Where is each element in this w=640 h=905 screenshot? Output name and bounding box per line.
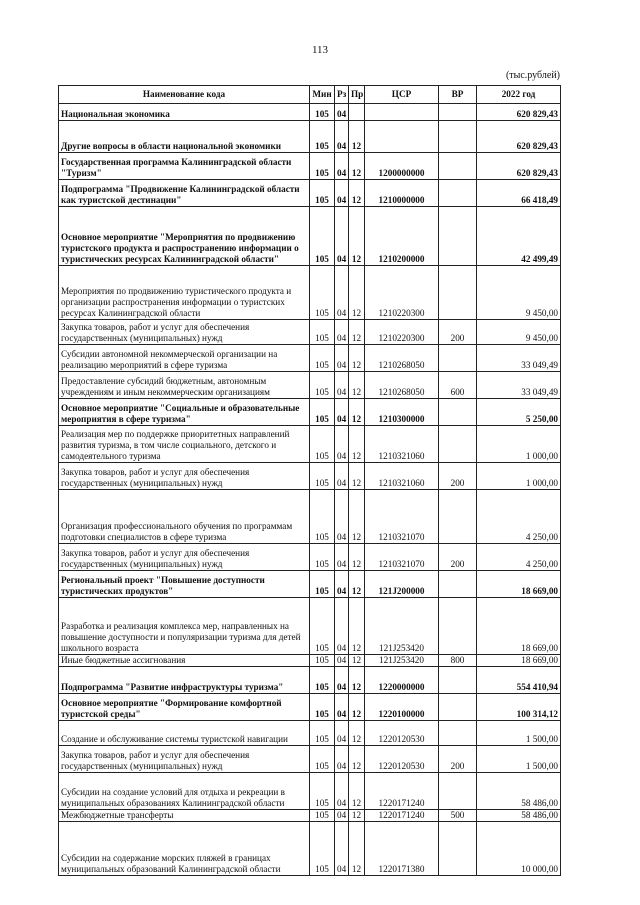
- cell-name: Основное мероприятие "Формирование комфортной туристской среды": [59, 694, 310, 721]
- cell-csr: 1210220300: [365, 266, 439, 320]
- cell-rz: 04: [335, 598, 349, 655]
- cell-pr: 12: [349, 345, 365, 372]
- cell-pr: 12: [349, 153, 365, 180]
- cell-amount: 620 829,43: [477, 121, 561, 153]
- cell-vr: [439, 426, 477, 463]
- cell-min: 105: [310, 822, 335, 876]
- cell-rz: 04: [335, 721, 349, 746]
- cell-rz: 04: [335, 694, 349, 721]
- cell-vr: 200: [439, 320, 477, 345]
- cell-rz: 04: [335, 490, 349, 544]
- cell-amount: 100 314,12: [477, 694, 561, 721]
- cell-rz: 04: [335, 810, 349, 822]
- table-row: [59, 320, 561, 345]
- cell-csr: 1210321070: [365, 490, 439, 544]
- header-csr: ЦСР: [365, 86, 439, 104]
- cell-pr: 12: [349, 372, 365, 399]
- cell-csr: 1220171240: [365, 810, 439, 822]
- cell-vr: [439, 153, 477, 180]
- cell-pr: 12: [349, 773, 365, 810]
- cell-rz: 04: [335, 426, 349, 463]
- cell-vr: [439, 345, 477, 372]
- cell-name: Закупка товаров, работ и услуг для обеспечения государственных (муниципальных) нужд: [59, 746, 310, 773]
- cell-vr: 600: [439, 372, 477, 399]
- cell-csr: 1220100000: [365, 694, 439, 721]
- cell-vr: [439, 571, 477, 598]
- cell-pr: 12: [349, 544, 365, 571]
- cell-csr: 1220120530: [365, 746, 439, 773]
- cell-rz: 04: [335, 463, 349, 490]
- table-row: [59, 571, 561, 598]
- cell-pr: 12: [349, 822, 365, 876]
- table-row: [59, 207, 561, 266]
- cell-amount: 620 829,43: [477, 153, 561, 180]
- cell-name: Организация профессионального обучения по программам подготовки специалистов в сфере туризма: [59, 490, 310, 544]
- cell-min: 105: [310, 810, 335, 822]
- cell-amount: 4 250,00: [477, 490, 561, 544]
- cell-csr: 1220000000: [365, 667, 439, 694]
- cell-rz: 04: [335, 153, 349, 180]
- cell-amount: 18 669,00: [477, 571, 561, 598]
- cell-vr: [439, 822, 477, 876]
- cell-name: Предоставление субсидий бюджетным, автономным учреждениям и иным некоммерческим организациям: [59, 372, 310, 399]
- cell-rz: 04: [335, 320, 349, 345]
- cell-min: 105: [310, 180, 335, 207]
- header-min: Мин: [310, 86, 335, 104]
- table-row: [59, 655, 561, 667]
- table-row: [59, 598, 561, 655]
- cell-min: 105: [310, 372, 335, 399]
- cell-pr: 12: [349, 121, 365, 153]
- cell-rz: 04: [335, 544, 349, 571]
- cell-amount: 1 500,00: [477, 721, 561, 746]
- cell-amount: 58 486,00: [477, 773, 561, 810]
- cell-pr: 12: [349, 463, 365, 490]
- cell-name: Закупка товаров, работ и услуг для обеспечения государственных (муниципальных) нужд: [59, 463, 310, 490]
- cell-min: 105: [310, 426, 335, 463]
- cell-pr: 12: [349, 426, 365, 463]
- cell-vr: 200: [439, 463, 477, 490]
- cell-min: 105: [310, 463, 335, 490]
- cell-name: Закупка товаров, работ и услуг для обеспечения государственных (муниципальных) нужд: [59, 544, 310, 571]
- cell-csr: 1210321060: [365, 426, 439, 463]
- cell-vr: 200: [439, 746, 477, 773]
- table-row: [59, 266, 561, 320]
- cell-name: Закупка товаров, работ и услуг для обеспечения государственных (муниципальных) нужд: [59, 320, 310, 345]
- cell-csr: [365, 121, 439, 153]
- table-row: [59, 746, 561, 773]
- cell-csr: [365, 104, 439, 121]
- cell-name: Межбюджетные трансферты: [59, 810, 310, 822]
- cell-min: 105: [310, 266, 335, 320]
- header-name: Наименование кода: [59, 86, 310, 104]
- cell-name: Национальная экономика: [59, 104, 310, 121]
- cell-name: Подпрограмма "Продвижение Калининградской области как туристской дестинации": [59, 180, 310, 207]
- cell-rz: 04: [335, 345, 349, 372]
- cell-name: Субсидии на содержание морских пляжей в границах муниципальных образований Калининградской области: [59, 822, 310, 876]
- cell-pr: 12: [349, 667, 365, 694]
- cell-amount: 9 450,00: [477, 266, 561, 320]
- cell-pr: 12: [349, 571, 365, 598]
- cell-min: 105: [310, 153, 335, 180]
- cell-rz: 04: [335, 773, 349, 810]
- cell-name: Мероприятия по продвижению туристического продукта и организации распространения информации о туристских ресурсах Калининградской области: [59, 266, 310, 320]
- cell-amount: 9 450,00: [477, 320, 561, 345]
- cell-min: 105: [310, 490, 335, 544]
- cell-amount: 33 049,49: [477, 372, 561, 399]
- cell-vr: [439, 721, 477, 746]
- table-header-row: [59, 86, 561, 104]
- cell-rz: 04: [335, 822, 349, 876]
- cell-min: 105: [310, 207, 335, 266]
- table-row: [59, 104, 561, 121]
- table-row: [59, 773, 561, 810]
- cell-name: Другие вопросы в области национальной экономики: [59, 121, 310, 153]
- cell-rz: 04: [335, 667, 349, 694]
- cell-csr: 1210200000: [365, 207, 439, 266]
- cell-rz: 04: [335, 180, 349, 207]
- cell-rz: 04: [335, 655, 349, 667]
- header-amount: 2022 год: [477, 86, 561, 104]
- cell-vr: [439, 490, 477, 544]
- cell-min: 105: [310, 104, 335, 121]
- cell-csr: 1210321070: [365, 544, 439, 571]
- table-row: [59, 399, 561, 426]
- cell-csr: 1200000000: [365, 153, 439, 180]
- cell-min: 105: [310, 694, 335, 721]
- cell-csr: 121J253420: [365, 598, 439, 655]
- cell-vr: [439, 180, 477, 207]
- cell-amount: 10 000,00: [477, 822, 561, 876]
- cell-min: 105: [310, 746, 335, 773]
- cell-csr: 1210220300: [365, 320, 439, 345]
- cell-amount: 42 499,49: [477, 207, 561, 266]
- cell-csr: 1220120530: [365, 721, 439, 746]
- cell-vr: [439, 598, 477, 655]
- cell-amount: 4 250,00: [477, 544, 561, 571]
- cell-rz: 04: [335, 571, 349, 598]
- cell-vr: [439, 104, 477, 121]
- table-row: [59, 180, 561, 207]
- table-row: [59, 822, 561, 876]
- table-row: [59, 345, 561, 372]
- page-number: 113: [311, 44, 329, 56]
- cell-amount: 5 250,00: [477, 399, 561, 426]
- cell-csr: 121J200000: [365, 571, 439, 598]
- cell-amount: 66 418,49: [477, 180, 561, 207]
- cell-csr: 1210268050: [365, 372, 439, 399]
- cell-amount: 58 486,00: [477, 810, 561, 822]
- cell-vr: [439, 773, 477, 810]
- cell-min: 105: [310, 399, 335, 426]
- cell-min: 105: [310, 544, 335, 571]
- cell-csr: 1210268050: [365, 345, 439, 372]
- cell-name: Создание и обслуживание системы туристской навигации: [59, 721, 310, 746]
- cell-min: 105: [310, 667, 335, 694]
- cell-pr: 12: [349, 320, 365, 345]
- cell-vr: 800: [439, 655, 477, 667]
- cell-pr: 12: [349, 810, 365, 822]
- cell-min: 105: [310, 571, 335, 598]
- cell-min: 105: [310, 598, 335, 655]
- cell-amount: 18 669,00: [477, 598, 561, 655]
- cell-pr: 12: [349, 746, 365, 773]
- cell-vr: [439, 207, 477, 266]
- cell-amount: 33 049,49: [477, 345, 561, 372]
- cell-name: Государственная программа Калининградской области "Туризм": [59, 153, 310, 180]
- cell-name: Основное мероприятие "Мероприятия по продвижению туристского продукта и распространению информации о туристических ресурсах Калининградской области": [59, 207, 310, 266]
- header-rz: Рз: [335, 86, 349, 104]
- cell-pr: 12: [349, 655, 365, 667]
- cell-min: 105: [310, 345, 335, 372]
- cell-amount: 1 000,00: [477, 426, 561, 463]
- cell-name: Реализация мер по поддержке приоритетных направлений развития туризма, в том числе социального, детского и самодеятельного туризма: [59, 426, 310, 463]
- table-row: [59, 810, 561, 822]
- table-row: [59, 372, 561, 399]
- cell-name: Разработка и реализация комплекса мер, направленных на повышение доступности и популяризации туризма для детей школьного возраста: [59, 598, 310, 655]
- cell-min: 105: [310, 655, 335, 667]
- cell-pr: 12: [349, 266, 365, 320]
- cell-csr: 1220171380: [365, 822, 439, 876]
- cell-name: Основное мероприятие "Социальные и образовательные мероприятия в сфере туризма": [59, 399, 310, 426]
- cell-csr: 1210000000: [365, 180, 439, 207]
- table-row: [59, 544, 561, 571]
- cell-min: 105: [310, 721, 335, 746]
- units-label: (тыс.рублей): [505, 70, 560, 81]
- cell-rz: 04: [335, 399, 349, 426]
- cell-vr: 500: [439, 810, 477, 822]
- table-row: [59, 490, 561, 544]
- cell-name: Региональный проект "Повышение доступности туристических продуктов": [59, 571, 310, 598]
- cell-rz: 04: [335, 207, 349, 266]
- table-body: [59, 104, 561, 876]
- cell-vr: [439, 121, 477, 153]
- table-row: [59, 153, 561, 180]
- cell-amount: 554 410,94: [477, 667, 561, 694]
- budget-table: [58, 85, 561, 876]
- table-row: [59, 667, 561, 694]
- cell-vr: [439, 694, 477, 721]
- header-pr: Пр: [349, 86, 365, 104]
- cell-name: Субсидии на создание условий для отдыха и рекреации в муниципальных образованиях Калининградской области: [59, 773, 310, 810]
- table-row: [59, 694, 561, 721]
- cell-pr: 12: [349, 598, 365, 655]
- cell-vr: [439, 667, 477, 694]
- cell-csr: 1220171240: [365, 773, 439, 810]
- cell-amount: 1 000,00: [477, 463, 561, 490]
- cell-pr: 12: [349, 694, 365, 721]
- cell-vr: [439, 399, 477, 426]
- cell-csr: 1210321060: [365, 463, 439, 490]
- cell-pr: 12: [349, 490, 365, 544]
- header-vr: ВР: [439, 86, 477, 104]
- table-row: [59, 426, 561, 463]
- cell-rz: 04: [335, 104, 349, 121]
- cell-rz: 04: [335, 266, 349, 320]
- cell-pr: 12: [349, 180, 365, 207]
- cell-name: Субсидии автономной некоммерческой организации на реализацию мероприятий в сфере туризма: [59, 345, 310, 372]
- cell-amount: 620 829,43: [477, 104, 561, 121]
- cell-amount: 1 500,00: [477, 746, 561, 773]
- cell-pr: 12: [349, 207, 365, 266]
- cell-min: 105: [310, 773, 335, 810]
- cell-pr: 12: [349, 399, 365, 426]
- table-row: [59, 463, 561, 490]
- cell-csr: 1210300000: [365, 399, 439, 426]
- cell-min: 105: [310, 121, 335, 153]
- cell-rz: 04: [335, 121, 349, 153]
- cell-rz: 04: [335, 746, 349, 773]
- cell-amount: 18 669,00: [477, 655, 561, 667]
- table-row: [59, 721, 561, 746]
- cell-vr: [439, 266, 477, 320]
- cell-name: Подпрограмма "Развитие инфраструктуры туризма": [59, 667, 310, 694]
- cell-min: 105: [310, 320, 335, 345]
- cell-rz: 04: [335, 372, 349, 399]
- table-row: [59, 121, 561, 153]
- cell-vr: 200: [439, 544, 477, 571]
- cell-pr: 12: [349, 721, 365, 746]
- cell-csr: 121J253420: [365, 655, 439, 667]
- cell-name: Иные бюджетные ассигнования: [59, 655, 310, 667]
- cell-pr: [349, 104, 365, 121]
